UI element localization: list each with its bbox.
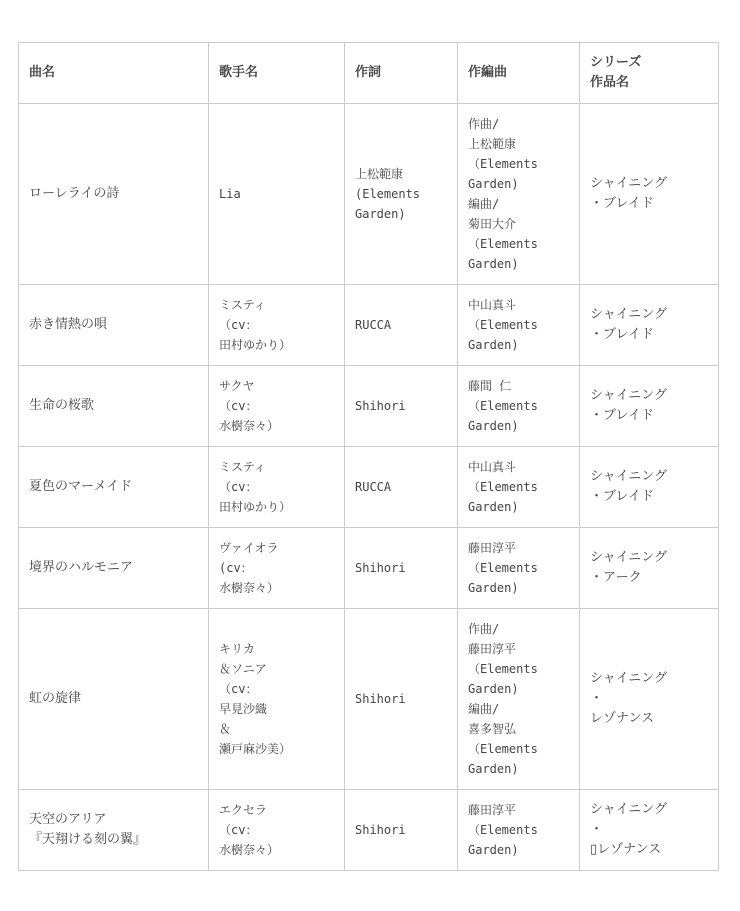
table-row — [19, 447, 719, 528]
cell-singer: エクセラ （cv： 水樹奈々） — [209, 790, 345, 871]
cell-singer: ヴァイオラ (cv： 水樹奈々） — [209, 528, 345, 609]
cell-composer: 中山真斗 （Elements Garden) — [458, 447, 580, 528]
cell-title: 赤き情熱の唄 — [19, 285, 209, 366]
cell-singer: ミスティ （cv： 田村ゆかり） — [209, 447, 345, 528]
cell-lyrics: Shihori — [345, 528, 458, 609]
cell-lyrics: RUCCA — [345, 447, 458, 528]
header-lyrics: 作詞 — [345, 43, 458, 104]
cell-series: シャイニング ・ブレイド — [580, 285, 719, 366]
cell-series: シャイニング ・ブレイド — [580, 104, 719, 285]
cell-composer: 作曲/ 上松範康 （Elements Garden) 編曲/ 菊田大介 （Elements Garden) — [458, 104, 580, 285]
song-table — [18, 42, 719, 871]
cell-lyrics: 上松範康 (Elements Garden) — [345, 104, 458, 285]
cell-composer: 中山真斗 （Elements Garden) — [458, 285, 580, 366]
cell-lyrics: Shihori — [345, 790, 458, 871]
header-song-title: 曲名 — [19, 43, 209, 104]
table-row — [19, 366, 719, 447]
table-row — [19, 528, 719, 609]
cell-title: ローレライの詩 — [19, 104, 209, 285]
cell-title: 天空のアリア 『天翔ける刻の翼』 — [19, 790, 209, 871]
table-row — [19, 609, 719, 790]
cell-lyrics: Shihori — [345, 609, 458, 790]
cell-series: シャイニング ・ブレイド — [580, 366, 719, 447]
cell-composer: 作曲/ 藤田淳平 （Elements Garden) 編曲/ 喜多智弘 （Elements Garden) — [458, 609, 580, 790]
table-row — [19, 790, 719, 871]
cell-series: シャイニング ・ レゾナンス — [580, 609, 719, 790]
cell-singer: サクヤ （cv： 水樹奈々） — [209, 366, 345, 447]
cell-title: 生命の桜歌 — [19, 366, 209, 447]
table-row — [19, 285, 719, 366]
cell-title: 夏色のマーメイド — [19, 447, 209, 528]
cell-series: シャイニング ・アーク — [580, 528, 719, 609]
cell-singer: ミスティ （cv： 田村ゆかり） — [209, 285, 345, 366]
header-singer: 歌手名 — [209, 43, 345, 104]
cell-lyrics: Shihori — [345, 366, 458, 447]
cell-series: シャイニング ・ ▯レゾナンス — [580, 790, 719, 871]
cell-series: シャイニング ・ブレイド — [580, 447, 719, 528]
cell-title: 虹の旋律 — [19, 609, 209, 790]
cell-singer: Lia — [209, 104, 345, 285]
header-composer-arranger: 作編曲 — [458, 43, 580, 104]
table-row — [19, 104, 719, 285]
cell-composer: 藤田淳平 （Elements Garden) — [458, 790, 580, 871]
cell-singer: キリカ ＆ソニア （cv： 早見沙織 ＆ 瀬戸麻沙美） — [209, 609, 345, 790]
cell-composer: 藤間 仁 （Elements Garden) — [458, 366, 580, 447]
table-header-row — [19, 43, 719, 104]
header-series: シリーズ 作品名 — [580, 43, 719, 104]
song-table-container — [18, 42, 719, 871]
cell-title: 境界のハルモニア — [19, 528, 209, 609]
cell-lyrics: RUCCA — [345, 285, 458, 366]
cell-composer: 藤田淳平 （Elements Garden) — [458, 528, 580, 609]
